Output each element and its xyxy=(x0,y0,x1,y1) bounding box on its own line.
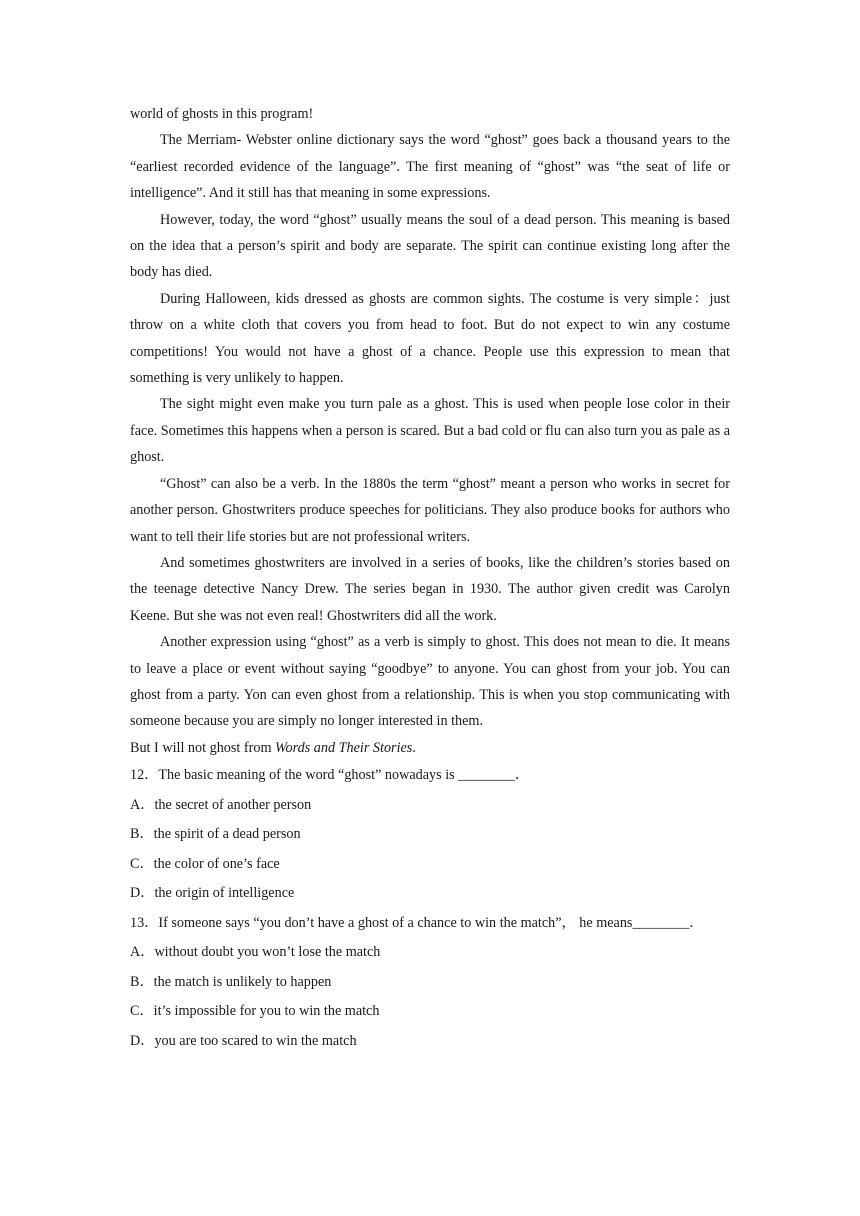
passage-paragraph: The Merriam- Webster online dictionary says the word “ghost” goes back a thousand years to the “earliest recorded evidence of the language”. The first meaning of “ghost” was “the seat of life or intelligence”. And it still has that meaning in some expressions. xyxy=(130,132,730,202)
option-text: the match is unlikely to happen xyxy=(153,973,332,990)
option-text: you are too scared to win the match xyxy=(154,1032,357,1049)
question-13 xyxy=(130,909,730,1057)
closing-prefix: But I will not ghost from xyxy=(130,739,276,756)
option-letter: B． xyxy=(130,973,154,990)
passage-paragraph: “Ghost” can also be a verb. In the 1880s the term “ghost” meant a person who works in secret for another person. Ghostwriters produce speeches for politicians. They also produce books for authors who want to tell their life stories but are not professional writers. xyxy=(130,475,730,545)
option-d xyxy=(130,1027,730,1057)
program-title: Words and Their Stories xyxy=(275,739,413,756)
option-a xyxy=(130,938,730,968)
option-a xyxy=(130,791,730,821)
question-12 xyxy=(130,761,730,909)
option-letter: C． xyxy=(130,855,154,872)
option-letter: A． xyxy=(130,796,155,813)
option-letter: A． xyxy=(130,944,155,961)
passage-paragraph: The sight might even make you turn pale as a ghost. This is used when people lose color in their face. Sometimes this happens when a person is scared. But a bad cold or flu can also turn you as pale as a ghost. xyxy=(130,396,730,466)
option-text: the spirit of a dead person xyxy=(153,826,301,843)
option-letter: C． xyxy=(130,1003,154,1020)
option-c xyxy=(130,997,730,1027)
option-b xyxy=(130,820,730,850)
passage-paragraph: And sometimes ghostwriters are involved in a series of books, like the children’s stories based on the teenage detective Nancy Drew. The series began in 1930. The author given credit was Carolyn Keene. But she was not even real! Ghostwriters did all the work. xyxy=(130,554,730,624)
option-letter: B． xyxy=(130,826,154,843)
passage-paragraph-continued: world of ghosts in this program! xyxy=(130,106,314,122)
option-text: the secret of another person xyxy=(154,796,312,813)
option-letter: D． xyxy=(130,1032,155,1049)
question-stem: 12．The basic meaning of the word “ghost” nowadays is ________． xyxy=(130,767,530,784)
document-page xyxy=(130,101,730,1056)
option-text: it’s impossible for you to win the match xyxy=(153,1003,380,1020)
closing-suffix: . xyxy=(412,739,416,756)
passage-paragraph: During Halloween, kids dressed as ghosts are common sights. The costume is very simple：just throw on a white cloth that covers you from head to foot. But do not expect to win any costume competitions! You would not have a ghost of a chance. People use this expression to mean that something is very unlikely to happen. xyxy=(130,290,730,387)
passage-paragraph: Another expression using “ghost” as a verb is simply to ghost. This does not mean to die. It means to leave a place or event without saying “goodbye” to anyone. You can ghost from your job. You can ghost from a party. Yon can even ghost from a relationship. This is when you stop communicating with someone because you are simply no longer interested in them. xyxy=(130,634,730,730)
option-letter: D． xyxy=(130,885,155,902)
option-text: the origin of intelligence xyxy=(154,885,295,902)
option-text: the color of one’s face xyxy=(153,855,280,872)
option-b xyxy=(130,968,730,998)
question-stem: 13．If someone says “you don’t have a ghost of a chance to win the match”， he means________． xyxy=(130,914,704,931)
passage-paragraph: However, today, the word “ghost” usually means the soul of a dead person. This meaning is based on the idea that a person’s spirit and body are separate. The spirit can continue existing long after the body has died. xyxy=(130,211,730,281)
option-text: without doubt you won’t lose the match xyxy=(154,944,381,961)
passage-closing-line xyxy=(130,735,730,761)
option-d xyxy=(130,879,730,909)
option-c xyxy=(130,850,730,880)
